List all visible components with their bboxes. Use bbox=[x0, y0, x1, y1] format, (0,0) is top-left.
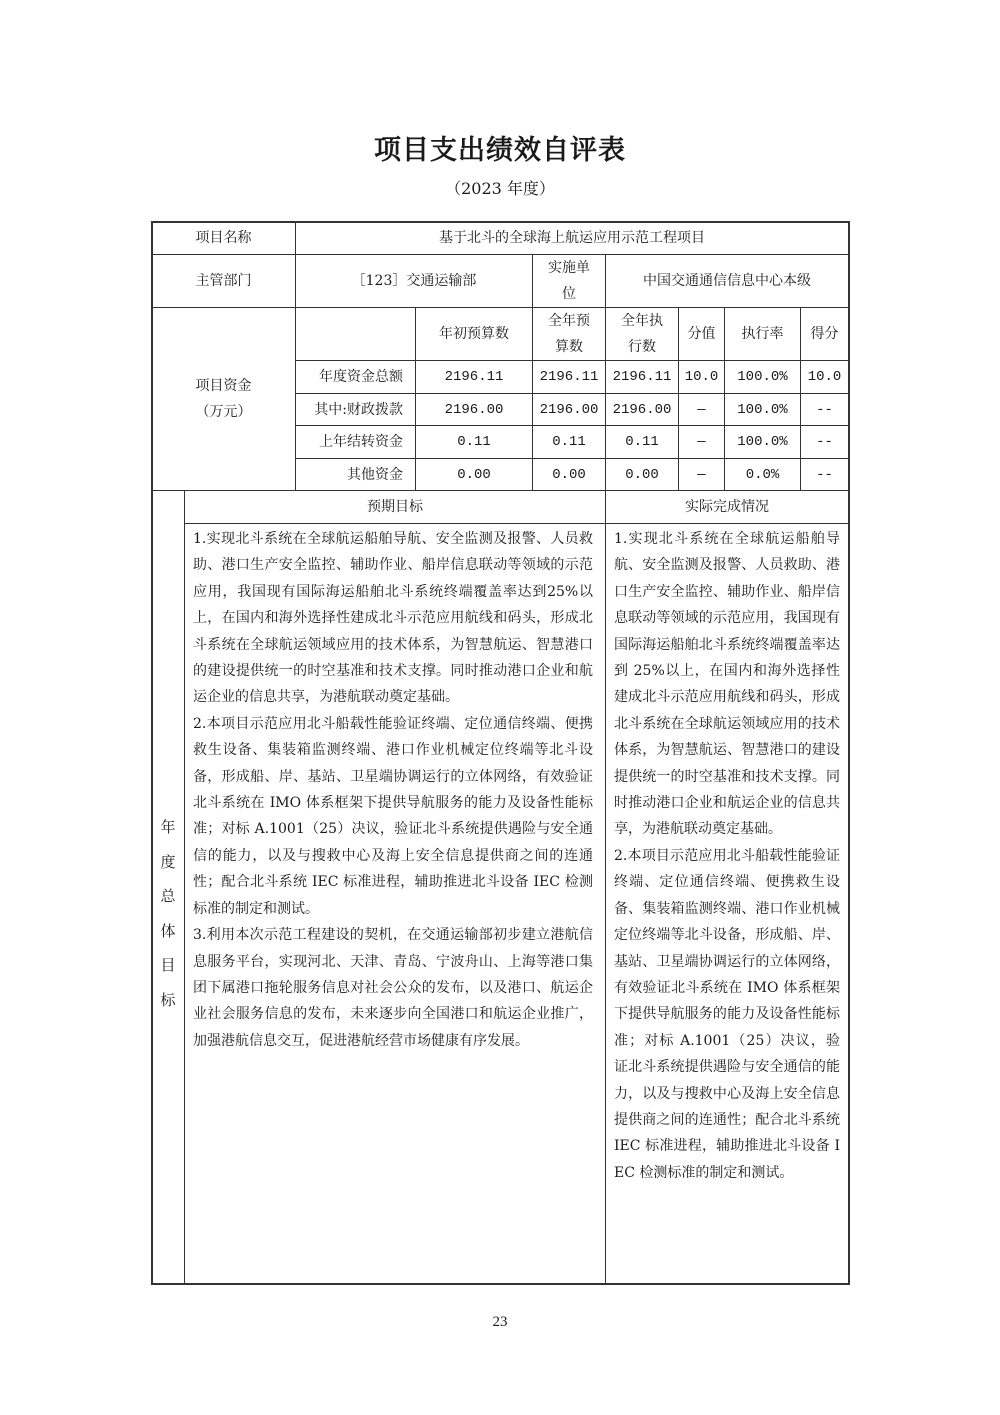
funds-label: 项目资金 bbox=[195, 378, 252, 394]
col-divider bbox=[184, 490, 185, 1284]
funds-unit: （万元） bbox=[195, 404, 252, 420]
goals-label-char: 年 bbox=[160, 818, 176, 836]
goals-label-char: 标 bbox=[160, 990, 176, 1009]
document-subtitle: （2023 年度） bbox=[445, 179, 555, 198]
actual-results-header: 实际完成情况 bbox=[685, 499, 769, 515]
header-score: 得分 bbox=[810, 326, 839, 342]
actual-result-item: 1.实现北斗系统在全球航运船舶导航、安全监测及报警、人员救助、港口生产安全监控、辅助作业、船岸信息联动等领域的示范应用，我国现有国际海运船舶北斗系统终端覆盖率达到 25%以上，在国内和海外选择性建成北斗示范应用航线和码头，形成北斗系统在全球航运领域应用的技术体系，为智慧航运、智慧港口的建设提供统一的时空基准和技术支撑。同时推动港口企业和航运企业的信息共享，为港航联动奠定基础。 bbox=[614, 531, 840, 838]
funds-cell: 100.0% bbox=[737, 434, 788, 450]
funds-cell: 10.0 bbox=[684, 369, 719, 385]
col-divider bbox=[605, 490, 606, 1284]
funds-label-block bbox=[152, 370, 295, 428]
funds-cell: 2196.00 bbox=[539, 401, 599, 418]
funds-row-name: 上年结转资金 bbox=[319, 434, 403, 450]
goals-label-char: 度 bbox=[160, 852, 176, 871]
unit-label: 实施单位 bbox=[548, 260, 590, 302]
funds-cell: 2196.11 bbox=[612, 369, 672, 385]
funds-cell: 10.0 bbox=[807, 369, 842, 385]
table-border-bottom bbox=[151, 1283, 850, 1285]
funds-cell: -- bbox=[816, 401, 833, 418]
funds-cell: 0.11 bbox=[552, 434, 586, 450]
table-border-right bbox=[848, 221, 850, 1285]
funds-cell: 0.00 bbox=[457, 466, 491, 483]
expected-goals-text bbox=[193, 526, 593, 1054]
funds-row-name: 年度资金总额 bbox=[319, 369, 403, 385]
funds-row-name: 其他资金 bbox=[347, 466, 403, 483]
expected-goal-item: 1.实现北斗系统在全球航运船舶导航、安全监测及报警、人员救助、港口生产安全监控、辅助作业、船岸信息联动等领域的示范应用，我国现有国际海运船舶北斗系统终端覆盖率达到25%以上，在国内和海外选择性建成北斗示范应用航线和码头，形成北斗系统在全球航运领域应用的技术体系，为智慧航运、智慧港口的建设提供统一的时空基准和技术支撑。同时推动港口企业和航运企业的信息共享，为港航联动奠定基础。 bbox=[193, 531, 593, 706]
funds-cell: 100.0% bbox=[737, 401, 788, 418]
header-annual-execution: 全年执行数 bbox=[621, 313, 663, 355]
funds-cell: — bbox=[697, 466, 706, 483]
funds-cell: 0.00 bbox=[552, 466, 586, 483]
row-divider bbox=[184, 523, 850, 524]
funds-cell: 100.0% bbox=[737, 369, 788, 385]
expected-goal-item: 3.利用本次示范工程建设的契机，在交通运输部初步建立港航信息服务平台，实现河北、天津、青岛、宁波舟山、上海等港口集团下属港口拖轮服务信息对社会公众的发布，以及港口、航运企业社会服务信息的发布，未来逐步向全国港口和航运企业推广，加强港航信息交互，促进港航经营市场健康有序发展。 bbox=[193, 927, 593, 1049]
page-number: 23 bbox=[492, 1314, 508, 1330]
expected-goals-header: 预期目标 bbox=[367, 499, 423, 515]
funds-cell: 0.11 bbox=[457, 434, 491, 450]
funds-cell: -- bbox=[816, 434, 833, 450]
col-divider bbox=[532, 254, 533, 307]
goals-section-label bbox=[152, 810, 184, 1017]
funds-cell: 0.0% bbox=[745, 466, 780, 483]
goals-label-char: 目 bbox=[160, 956, 176, 974]
header-score-value: 分值 bbox=[687, 326, 716, 342]
funds-row-name: 其中:财政拨款 bbox=[314, 401, 403, 418]
project-name-value: 基于北斗的全球海上航运应用示范工程项目 bbox=[439, 230, 705, 246]
funds-cell: — bbox=[697, 434, 706, 450]
funds-cell: 2196.00 bbox=[444, 401, 504, 418]
header-initial-budget: 年初预算数 bbox=[439, 326, 509, 342]
dept-value: ［123］交通运输部 bbox=[351, 273, 477, 289]
funds-cell: -- bbox=[816, 466, 833, 483]
funds-cell: — bbox=[697, 401, 706, 418]
funds-cell: 2196.11 bbox=[444, 369, 504, 385]
header-execution-rate: 执行率 bbox=[741, 326, 784, 342]
dept-label: 主管部门 bbox=[195, 273, 252, 289]
funds-cell: 0.11 bbox=[625, 434, 659, 450]
funds-cell: 2196.00 bbox=[612, 401, 672, 418]
goals-label-char: 总 bbox=[160, 887, 176, 905]
project-name-label: 项目名称 bbox=[195, 230, 252, 246]
unit-value: 中国交通通信信息中心本级 bbox=[643, 273, 811, 289]
funds-cell: 2196.11 bbox=[539, 369, 599, 385]
expected-goal-item: 2.本项目示范应用北斗船载性能验证终端、定位通信终端、便携救生设备、集装箱监测终端、港口作业机械定位终端等北斗设备，形成船、岸、基站、卫星端协调运行的立体网络，有效验证北斗系统在 IMO 体系框架下提供导航服务的能力及设备性能标准；对标 A.1001（25）决议，验证北斗系统提供遇险与安全通信的能力，以及与搜救中心及海上安全信息提供商之间的连通性；配合北斗系统 IEC 标准进程，辅助推进北斗设备 IEC 检测标准的制定和测试。 bbox=[193, 715, 593, 917]
actual-results-text bbox=[614, 526, 840, 1186]
actual-result-item: 2.本项目示范应用北斗船载性能验证终端、定位通信终端、便携救生设备、集装箱监测终端、港口作业机械定位终端等北斗设备，形成船、岸、基站、卫星端协调运行的立体网络，有效验证北斗系统在 IMO 体系框架下提供导航服务的能力及设备性能标准；对标 A.1001（25）决议，验证北斗系统提供遇险与安全通信的能力，以及与搜救中心及海上安全信息提供商之间的连通性；配合北斗系统 IEC 标准进程，辅助推进北斗设备 IEC 检测标准的制定和测试。 bbox=[614, 847, 840, 1181]
document-title: 项目支出绩效自评表 bbox=[374, 135, 626, 166]
goals-label-char: 体 bbox=[160, 921, 176, 940]
funds-cell: 0.00 bbox=[625, 466, 659, 483]
header-annual-budget: 全年预算数 bbox=[548, 313, 590, 355]
